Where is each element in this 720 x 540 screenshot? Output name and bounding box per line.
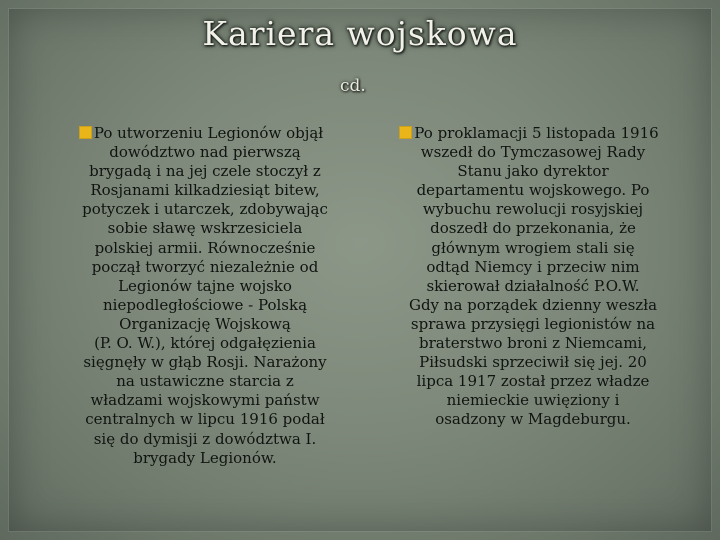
right-line: Stanu jako dyrektor — [457, 162, 609, 181]
left-line: Po utworzeniu Legionów objął — [93, 124, 324, 142]
right-line: departamentu wojskowego. Po — [416, 181, 650, 200]
left-bullet-line — [52, 124, 350, 143]
left-line: niepodległościowe - Polską — [102, 295, 308, 314]
right-line: braterstwo broni z Niemcami, — [418, 334, 647, 353]
left-line: brygady Legionów. — [133, 448, 277, 467]
right-line: wybuchu rewolucji rosyjskiej — [422, 200, 644, 219]
left-line: sobie sławę wskrzesiciela — [107, 219, 303, 238]
left-column — [60, 124, 350, 468]
square-bullet-icon — [399, 126, 412, 139]
right-line: lipca 1917 został przez władze — [416, 372, 650, 391]
left-line: dowództwo nad pierwszą — [109, 143, 301, 162]
left-line: Organizację Wojskową — [119, 314, 291, 333]
left-line: brygadą i na jej czele stoczył z — [89, 162, 321, 181]
square-bullet-icon — [79, 126, 92, 139]
right-line: doszedł do przekonania, że — [430, 219, 636, 238]
left-line: potyczek i utarczek, zdobywając — [82, 200, 328, 219]
right-line: odtąd Niemcy i przeciw nim — [426, 257, 640, 276]
right-line: Gdy na porządek dzienny weszła — [408, 295, 658, 314]
left-line: Legionów tajne wojsko — [118, 276, 292, 295]
left-line: (P. O. W.), której odgałęzienia — [94, 334, 316, 353]
left-line: się do dymisji z dowództwa I. — [93, 429, 317, 448]
left-line: począł tworzyć niezależnie od — [91, 257, 319, 276]
right-line: sprawa przysięgi legionistów na — [410, 314, 656, 333]
slide-subtitle: cd. — [340, 76, 366, 96]
left-line: na ustawiczne starcia z — [116, 372, 294, 391]
right-line: wszedł do Tymczasowej Rady — [420, 143, 646, 162]
right-line: osadzony w Magdeburgu. — [435, 410, 631, 429]
left-line: centralnych w lipcu 1916 podał — [85, 410, 325, 429]
left-line: sięgnęły w głąb Rosji. Narażony — [83, 353, 327, 372]
right-bullet-line — [382, 124, 676, 143]
slide-title: Kariera wojskowa — [202, 14, 518, 53]
left-line: polskiej armii. Równocześnie — [94, 238, 316, 257]
right-line: skierował działalność P.O.W. — [426, 276, 640, 295]
right-line: niemieckie uwięziony i — [446, 391, 620, 410]
right-column — [390, 124, 676, 430]
right-line: Piłsudski sprzeciwił się jej. 20 — [419, 353, 647, 372]
left-line: Rosjanami kilkadziesiąt bitew, — [90, 181, 320, 200]
right-line: głównym wrogiem stali się — [431, 238, 635, 257]
right-line: Po proklamacji 5 listopada 1916 — [414, 124, 659, 142]
left-line: władzami wojskowymi państw — [90, 391, 320, 410]
